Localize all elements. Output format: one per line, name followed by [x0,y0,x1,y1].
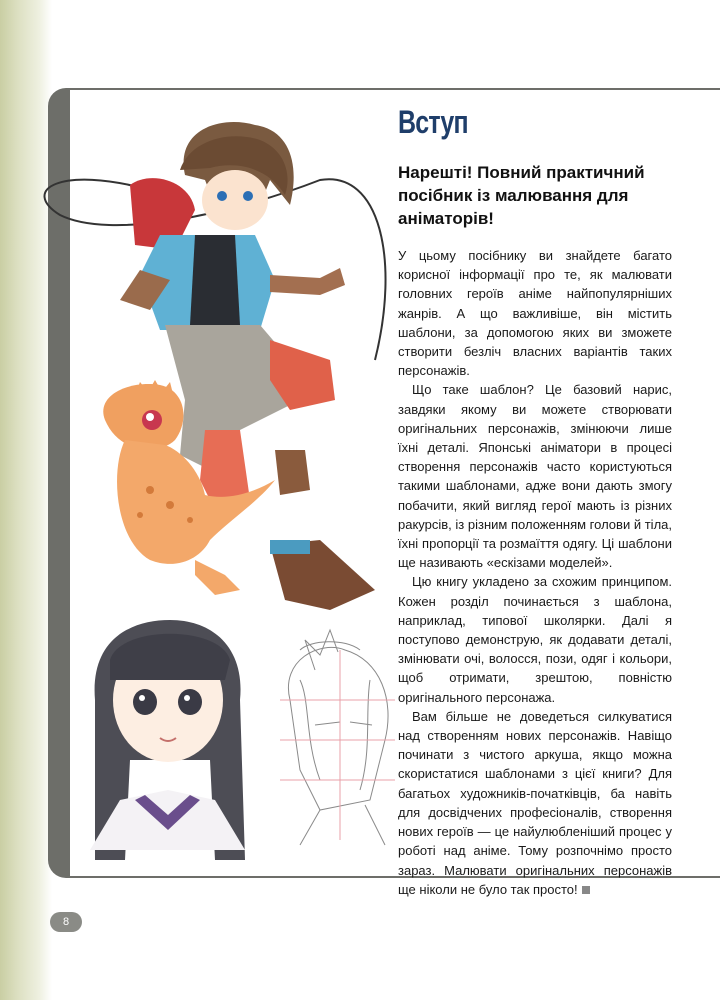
paragraph-4-text: Вам більше не доведеться силкуватися над створенням нових персонажів. Навіщо починати з чистого аркуша, якщо можна скористатися шаблонами з цієї книги? Для багатьох художників-початківців, ба навіть для досвідчених професіоналів, створення нових героїв — це найулюбленіший процес у роботі над аніме. Тому розпочнімо просто зараз. Малювати оригінальних персонажів ще ніколи не було так просто! [398,708,672,897]
end-mark-icon [582,886,590,894]
paragraph-4 [398,707,672,899]
paragraph-1: У цьому посібнику ви знайдете багато корисної інформації про те, як малювати головних героїв аніме найпопулярніших жанрів. А що важливіше, він містить шаблони, за допомогою яких ви зможете створити безліч власних варіантів таких персонажів. [398,248,672,379]
page-title: Вступ [398,104,468,140]
paragraph-3: Цю книгу укладено за схожим принципом. Кожен розділ починається з шаблона, наприклад, типової школярки. Далі я поступово демонструю, як додавати деталі, змінювати очі, волосся, пози, одяг і кольори, щоб отримати, зрештою, повністю оригінального персонажа. [398,574,672,705]
text-column [398,104,672,899]
subtitle: Нарешті! Повний практичний посібник із малювання для аніматорів! [398,163,645,228]
page-number: 8 [50,912,82,932]
page-gutter [0,0,52,1000]
paragraph-2: Що таке шаблон? Це базовий нарис, завдяки якому ви можете створювати оригінальних персонажів, змінюючи лише їхні деталі. Японські аніматори в процесі створення персонажів часто користуються такими шаблонами, адже вони дають змогу побачити, який вигляд герої мають із різних ракурсів, із різним положенням голови й тіла, їхні пропорції та розмаїття одягу. Ці шаблони ще називають «ескізами моделей». [398,382,672,571]
